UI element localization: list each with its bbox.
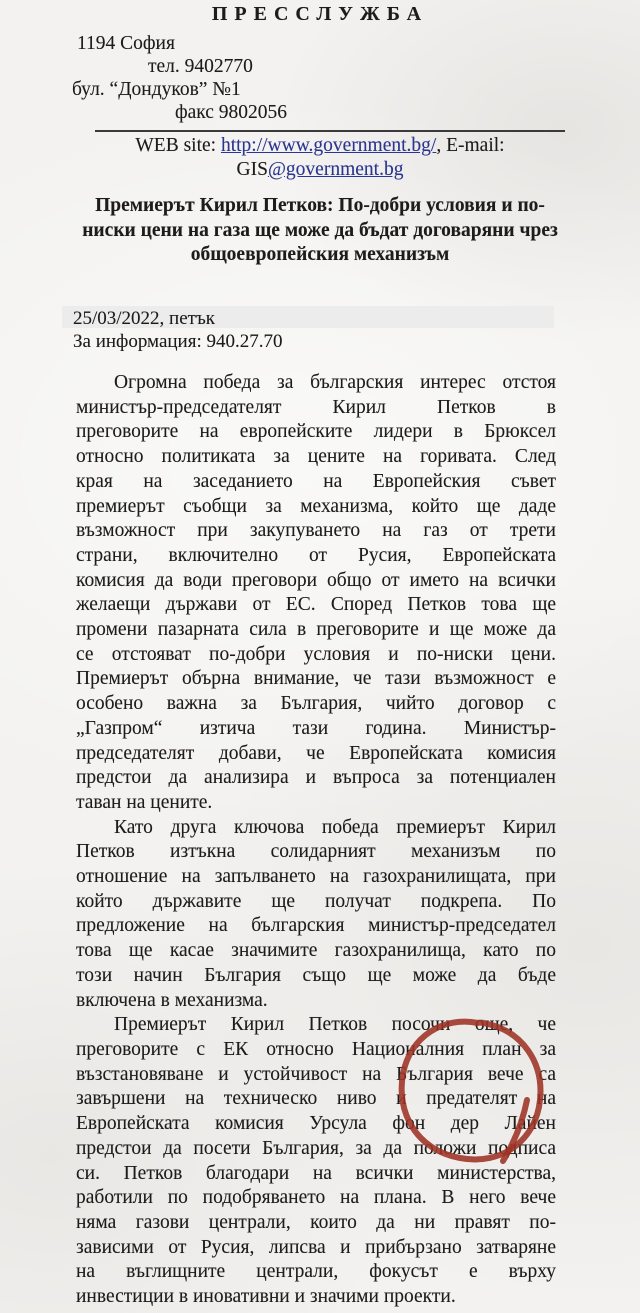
text-line: се отстояват по-добри условия и по-ниски цени. — [76, 643, 556, 665]
text-line: Премиерът Кирил Петков посочи още, че — [114, 1014, 556, 1036]
text-line: Петков изтъкна солидарният механизъм по — [76, 841, 556, 863]
text-line: зависими от Русия, липсва и прибързано затваряне — [76, 1236, 556, 1258]
text-line: страни, включително от Русия, Европейската — [76, 544, 556, 566]
text-line: преговорите с ЕК относно Националния план за — [76, 1038, 556, 1060]
text-line: особено важна за България, чийто договор с — [76, 693, 556, 715]
text-line: възстановяване и устойчивост на България вече са — [76, 1063, 556, 1085]
text-line: Като друга ключова победа премиерът Кирил — [114, 816, 556, 838]
text-line: относно политиката за цените на горивата. След — [76, 446, 556, 468]
header-divider-line — [95, 130, 565, 132]
paragraph — [76, 371, 556, 816]
email-user: GIS — [236, 159, 268, 180]
text-line: общоевропейския механизъм — [190, 244, 450, 265]
text-line: работили по подобряването на плана. В него вече — [76, 1187, 556, 1209]
text-line: който държавите ще получат подкрепа. По — [76, 890, 556, 912]
date-line: 25/03/2022, петък — [73, 308, 216, 329]
text-line: Европейската комисия Урсула фон дер Лайен — [76, 1113, 556, 1135]
text-line: председателят добави, че Европейската комисия — [76, 742, 556, 764]
document-body — [76, 371, 556, 1310]
text-line: завършени на техническо ниво и предателят на — [76, 1088, 556, 1110]
text-line: предложение на българския министър-председател — [76, 915, 556, 937]
text-line: „Газпром“ изтича тази година. Министър- — [76, 717, 556, 739]
address-phone: тел. 9402770 — [148, 56, 253, 77]
text-line: преговорите на европейските лидери в Брюксел — [76, 421, 556, 443]
text-line: няма газови централи, които да ни правят по- — [76, 1211, 556, 1233]
text-line: промени пазарната сила в преговорите и ще може да — [76, 619, 556, 641]
paragraph — [76, 816, 556, 1014]
info-line: За информация: 940.27.70 — [73, 331, 283, 352]
text-line: включена в механизма. — [76, 989, 268, 1011]
document-headline — [75, 194, 565, 268]
email-line — [0, 159, 640, 181]
press-office-heading: ПРЕССЛУЖБА — [211, 3, 429, 25]
web-site-line — [0, 135, 640, 157]
text-line: премиерът съобщи за механизма, който ще даде — [76, 495, 556, 517]
text-line: инвестиции в иновативни и значими проекти. — [76, 1286, 456, 1308]
text-line: ниски цени на газа ще може да бъдат договаряни чрез — [82, 219, 558, 241]
web-site-label: WEB site: — [135, 135, 221, 156]
text-line: Огромна победа за българския интерес отстоя — [114, 372, 556, 393]
text-line: отношение на запълването на газохранилищата, при — [76, 866, 556, 888]
government-website-link[interactable]: http://www.government.bg/ — [220, 135, 437, 156]
text-line: Премиерът обърна внимание, че тази възможност е — [76, 668, 556, 690]
text-line: предстои да посети България, за да положи подписа — [76, 1137, 556, 1159]
text-line: края на заседанието на Европейския съвет — [76, 470, 556, 492]
text-line: предстои да анализира и въпроса за потенциален — [76, 767, 556, 789]
text-line: Премиерът Кирил Петков: По-добри условия и по- — [95, 195, 545, 216]
text-line: възможност при закупуването на газ от трети — [76, 520, 556, 542]
text-line: си. Петков благодари на всички министерства, — [76, 1162, 556, 1184]
text-line: този начин България също ще може да бъде — [76, 964, 556, 986]
address-street: бул. “Дондуков” №1 — [72, 79, 241, 100]
address-city: 1194 София — [77, 33, 175, 54]
address-fax: факс 9802056 — [175, 102, 288, 123]
text-line: министър-председателят Кирил Петков в — [76, 396, 556, 418]
text-line: таван на цените. — [76, 791, 213, 813]
text-line: комисия да води преговори общо от името на всички — [76, 569, 556, 591]
email-label: , E-mail: — [436, 135, 505, 156]
text-line: на въглищните централи, фокусът е върху — [76, 1261, 556, 1283]
government-email-link[interactable]: @government.bg — [267, 159, 404, 180]
text-line: желаещи държави от ЕС. Според Петков това ще — [76, 594, 556, 616]
text-line: това ще касае значимите газохранилища, като по — [76, 940, 556, 962]
paragraph — [76, 1013, 556, 1309]
